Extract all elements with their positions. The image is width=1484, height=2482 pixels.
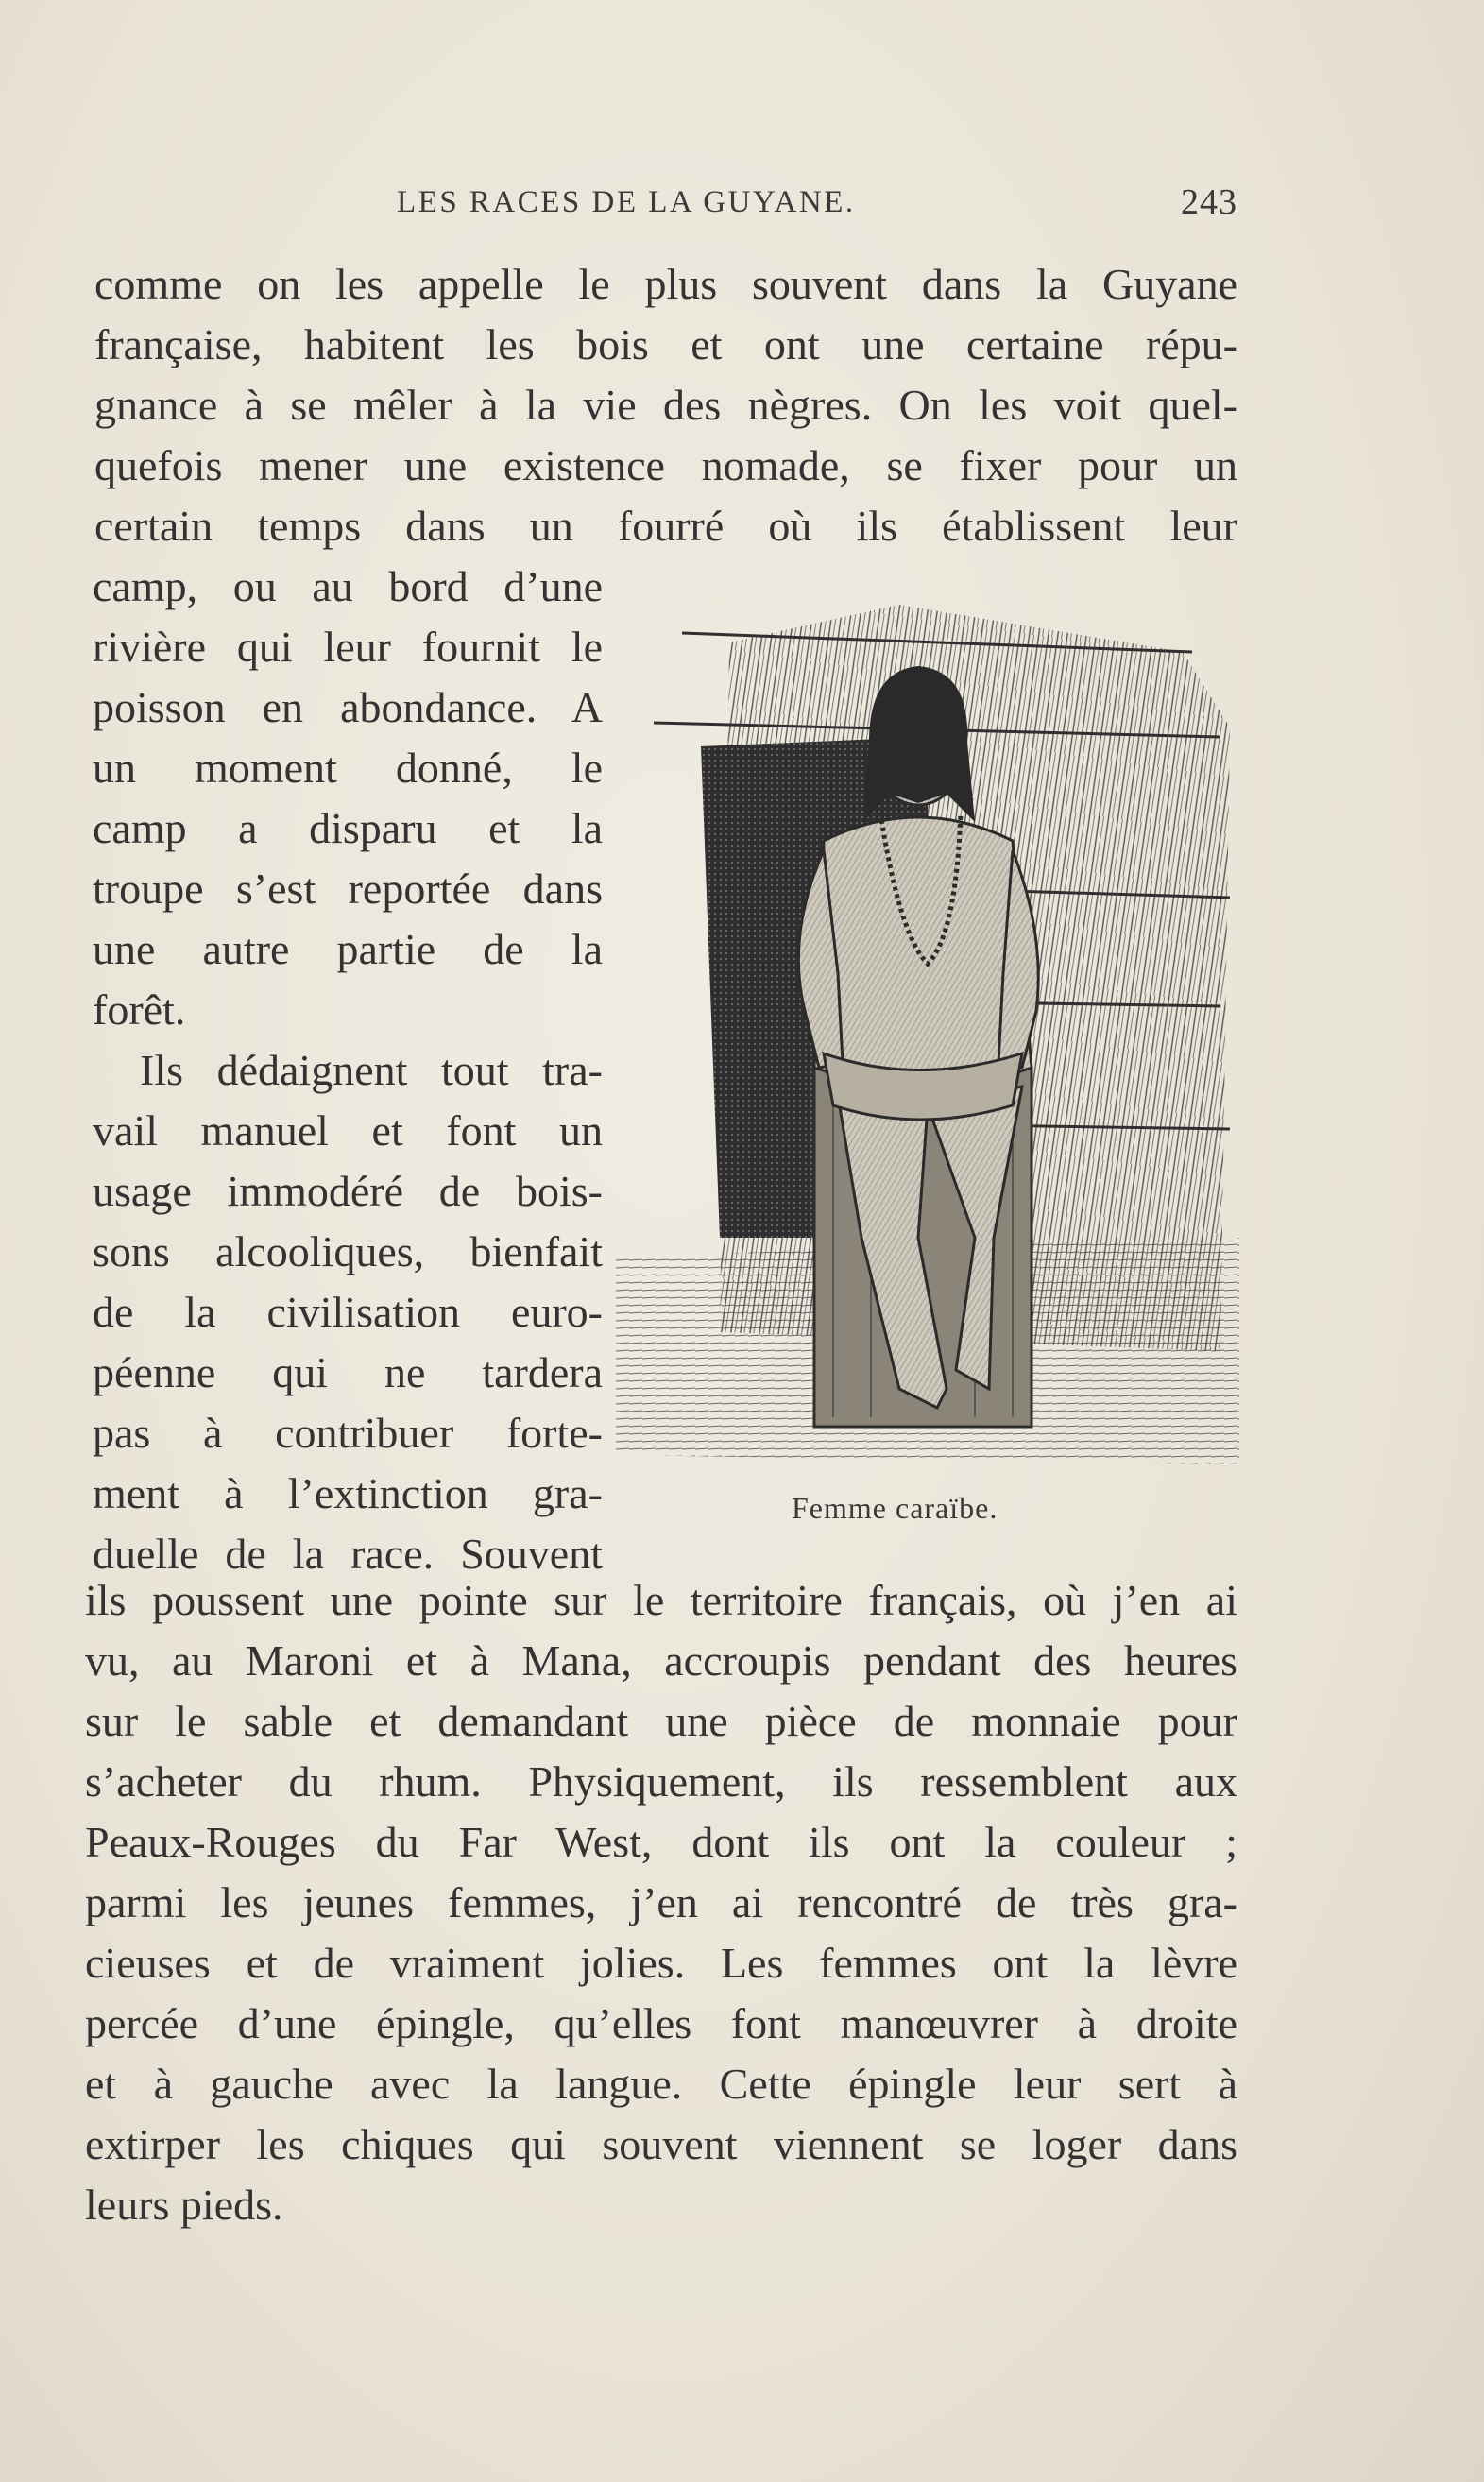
text-line: sur le sable et demandant une pièce de monnaie pour xyxy=(85,1697,1237,1745)
text-line: un moment donné, le xyxy=(93,744,603,792)
text-line: rivière qui leur fournit le xyxy=(93,623,603,671)
text-line: et à gauche avec la langue. Cette épingle leur sert à xyxy=(85,2060,1237,2108)
text-line: quefois mener une existence nomade, se fixer pour un xyxy=(94,441,1237,489)
figure-caption: Femme caraïbe. xyxy=(792,1491,998,1525)
text-line: camp a disparu et la xyxy=(93,804,603,852)
text-line: gnance à se mêler à la vie des nègres. On les voit quel- xyxy=(94,381,1237,429)
text-line: sons alcooliques, bienfait xyxy=(93,1227,603,1275)
text-line: camp, ou au bord d’une xyxy=(93,562,603,610)
paragraph-top xyxy=(94,254,1237,556)
page-number: 243 xyxy=(1181,182,1237,222)
engraving-illustration xyxy=(616,576,1239,1474)
text-line: percée d’une épingle, qu’elles font manœuvrer à droite xyxy=(85,1999,1237,2047)
paragraph-left-column xyxy=(93,556,603,1584)
text-line: pas à contribuer forte- xyxy=(93,1409,603,1457)
text-line: s’acheter du rhum. Physiquement, ils ressemblent aux xyxy=(85,1757,1237,1806)
text-line: cieuses et de vraiment jolies. Les femmes ont la lèvre xyxy=(85,1939,1237,1987)
text-line: ment à l’extinction gra- xyxy=(93,1469,603,1517)
text-line: troupe s’est reportée dans xyxy=(93,864,603,913)
text-line: ils poussent une pointe sur le territoire français, où j’en ai xyxy=(85,1576,1237,1624)
text-line: de la civilisation euro- xyxy=(93,1288,603,1336)
text-line: française, habitent les bois et ont une certaine répu- xyxy=(94,320,1237,368)
text-line: certain temps dans un fourré où ils établissent leur xyxy=(94,502,1237,550)
text-line: duelle de la race. Souvent xyxy=(93,1530,603,1578)
text-line: leurs pieds. xyxy=(85,2181,283,2229)
text-line: usage immodéré de bois- xyxy=(93,1167,603,1215)
text-line: Peaux-Rouges du Far West, dont ils ont la couleur ; xyxy=(85,1818,1237,1866)
text-line: parmi les jeunes femmes, j’en ai rencontré de très gra- xyxy=(85,1878,1237,1926)
text-line: Ils dédaignent tout tra- xyxy=(140,1046,603,1094)
text-line: vu, au Maroni et à Mana, accroupis pendant des heures xyxy=(85,1636,1237,1685)
text-line: une autre partie de la xyxy=(93,925,603,973)
paragraph-bottom xyxy=(85,1570,1237,2235)
text-line: comme on les appelle le plus souvent dans la Guyane xyxy=(94,260,1237,308)
text-line: péenne qui ne tardera xyxy=(93,1348,603,1396)
running-title: LES RACES DE LA GUYANE. xyxy=(397,185,856,219)
page-header xyxy=(93,182,1237,227)
text-line: vail manuel et font un xyxy=(93,1106,603,1155)
text-line: poisson en abondance. A xyxy=(93,683,603,731)
text-line: extirper les chiques qui souvent viennent se loger dans xyxy=(85,2120,1237,2168)
text-line: forêt. xyxy=(93,985,186,1034)
